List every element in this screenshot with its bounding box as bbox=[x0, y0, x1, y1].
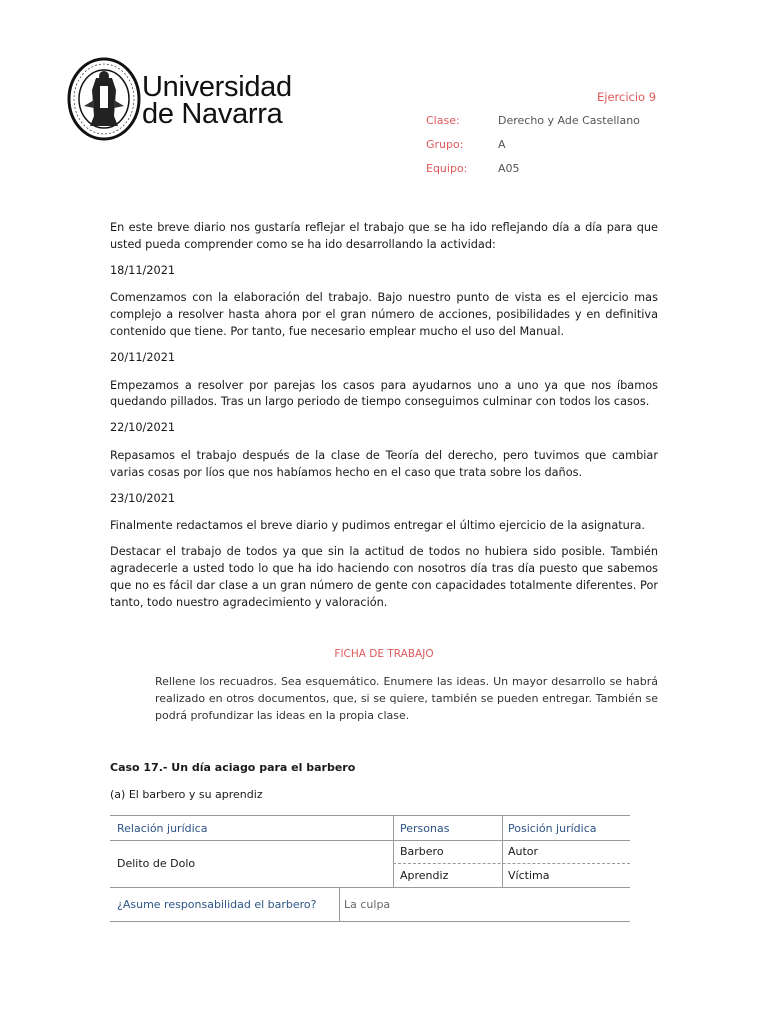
diary-entry: Empezamos a resolver por parejas los casos para ayudarnos uno a uno ya que nos íbamos quedando pillados. Tras un largo periodo de tiempo conseguimos culminar con todos los casos. bbox=[110, 378, 658, 409]
case-title: Caso 17.- Un día aciago para el barbero bbox=[110, 761, 356, 774]
table-question: ¿Asume responsabilidad el barbero? bbox=[117, 898, 317, 911]
table-header-relacion: Relación jurídica bbox=[117, 822, 208, 835]
meta-value: Derecho y Ade Castellano bbox=[498, 114, 640, 127]
table-persona: Aprendiz bbox=[400, 869, 449, 882]
meta-label: Equipo: bbox=[426, 162, 468, 175]
exercise-number: Ejercicio 9 bbox=[597, 90, 657, 104]
table-answer: La culpa bbox=[344, 898, 391, 911]
diary-intro: En este breve diario nos gustaría reflejar el trabajo que se ha ido reflejando día a día para que usted pueda comprender como se ha ido desarrollando la actividad: bbox=[110, 221, 658, 251]
diary-closing: Destacar el trabajo de todos ya que sin la actitud de todos no hubiera sido posible. También agradecerle a usted todo lo que ha ido haciendo con nosotros día tras día puesto que sabemos que no es fácil dar clase a un gran número de gente con capacidades totalmente diferentes. Por tanto, todo nuestro agradecimiento y valoración. bbox=[110, 545, 658, 609]
table-border-row bbox=[110, 887, 630, 888]
table-row-divider bbox=[393, 863, 630, 864]
diary-entry: Comenzamos con la elaboración del trabajo. Bajo nuestro punto de vista es el ejercicio mas complejo a resolver hasta ahora por el gran número de acciones, posibilidades y en definitiva contenido que tiene. Por tanto, fue necesario emplear mucho el uso del Manual. bbox=[110, 291, 658, 338]
diary-date: 18/11/2021 bbox=[110, 263, 176, 277]
table-border-header bbox=[110, 840, 630, 841]
table-border-top bbox=[110, 815, 630, 816]
table-border-bottom bbox=[110, 921, 630, 922]
meta-label: Grupo: bbox=[426, 138, 464, 151]
university-seal-icon bbox=[66, 56, 142, 142]
ficha-instructions: Rellene los recuadros. Sea esquemático. Enumere las ideas. Un mayor desarrollo se habrá realizado en otros documentos, que, si se quiere, también se pueden entregar. También se podrá profundizar las ideas en la propia clase. bbox=[155, 675, 658, 722]
table-col-divider bbox=[393, 815, 394, 887]
diary-entry: Finalmente redactamos el breve diario y pudimos entregar el último ejercicio de la asignatura. bbox=[110, 519, 645, 533]
table-col-divider bbox=[502, 815, 503, 887]
meta-value: A bbox=[498, 138, 506, 151]
diary-date: 20/11/2021 bbox=[110, 350, 176, 364]
ficha-title: FICHA DE TRABAJO bbox=[334, 648, 434, 660]
meta-value: A05 bbox=[498, 162, 520, 175]
diary-entry: Repasamos el trabajo después de la clase de Teoría del derecho, pero tuvimos que cambiar varias cosas por líos que nos habíamos hecho en el caso que trata sobre los daños. bbox=[110, 448, 658, 479]
table-relation: Delito de Dolo bbox=[117, 857, 196, 870]
table-posicion: Víctima bbox=[508, 869, 550, 882]
university-name-line2: de Navarra bbox=[142, 98, 283, 130]
diary-body bbox=[110, 220, 658, 620]
diary-date: 22/10/2021 bbox=[110, 421, 176, 435]
diary-date: 23/10/2021 bbox=[110, 491, 176, 505]
university-name-line1: Universidad bbox=[142, 71, 292, 103]
table-header-personas: Personas bbox=[400, 822, 450, 835]
university-wordmark bbox=[142, 71, 292, 130]
table-posicion: Autor bbox=[508, 845, 539, 858]
table-persona: Barbero bbox=[400, 845, 444, 858]
university-logo bbox=[66, 56, 306, 148]
meta-label: Clase: bbox=[426, 114, 460, 127]
case-subtitle: (a) El barbero y su aprendiz bbox=[110, 788, 263, 801]
table-col-divider bbox=[339, 887, 340, 921]
table-header-posicion: Posición jurídica bbox=[508, 822, 597, 835]
